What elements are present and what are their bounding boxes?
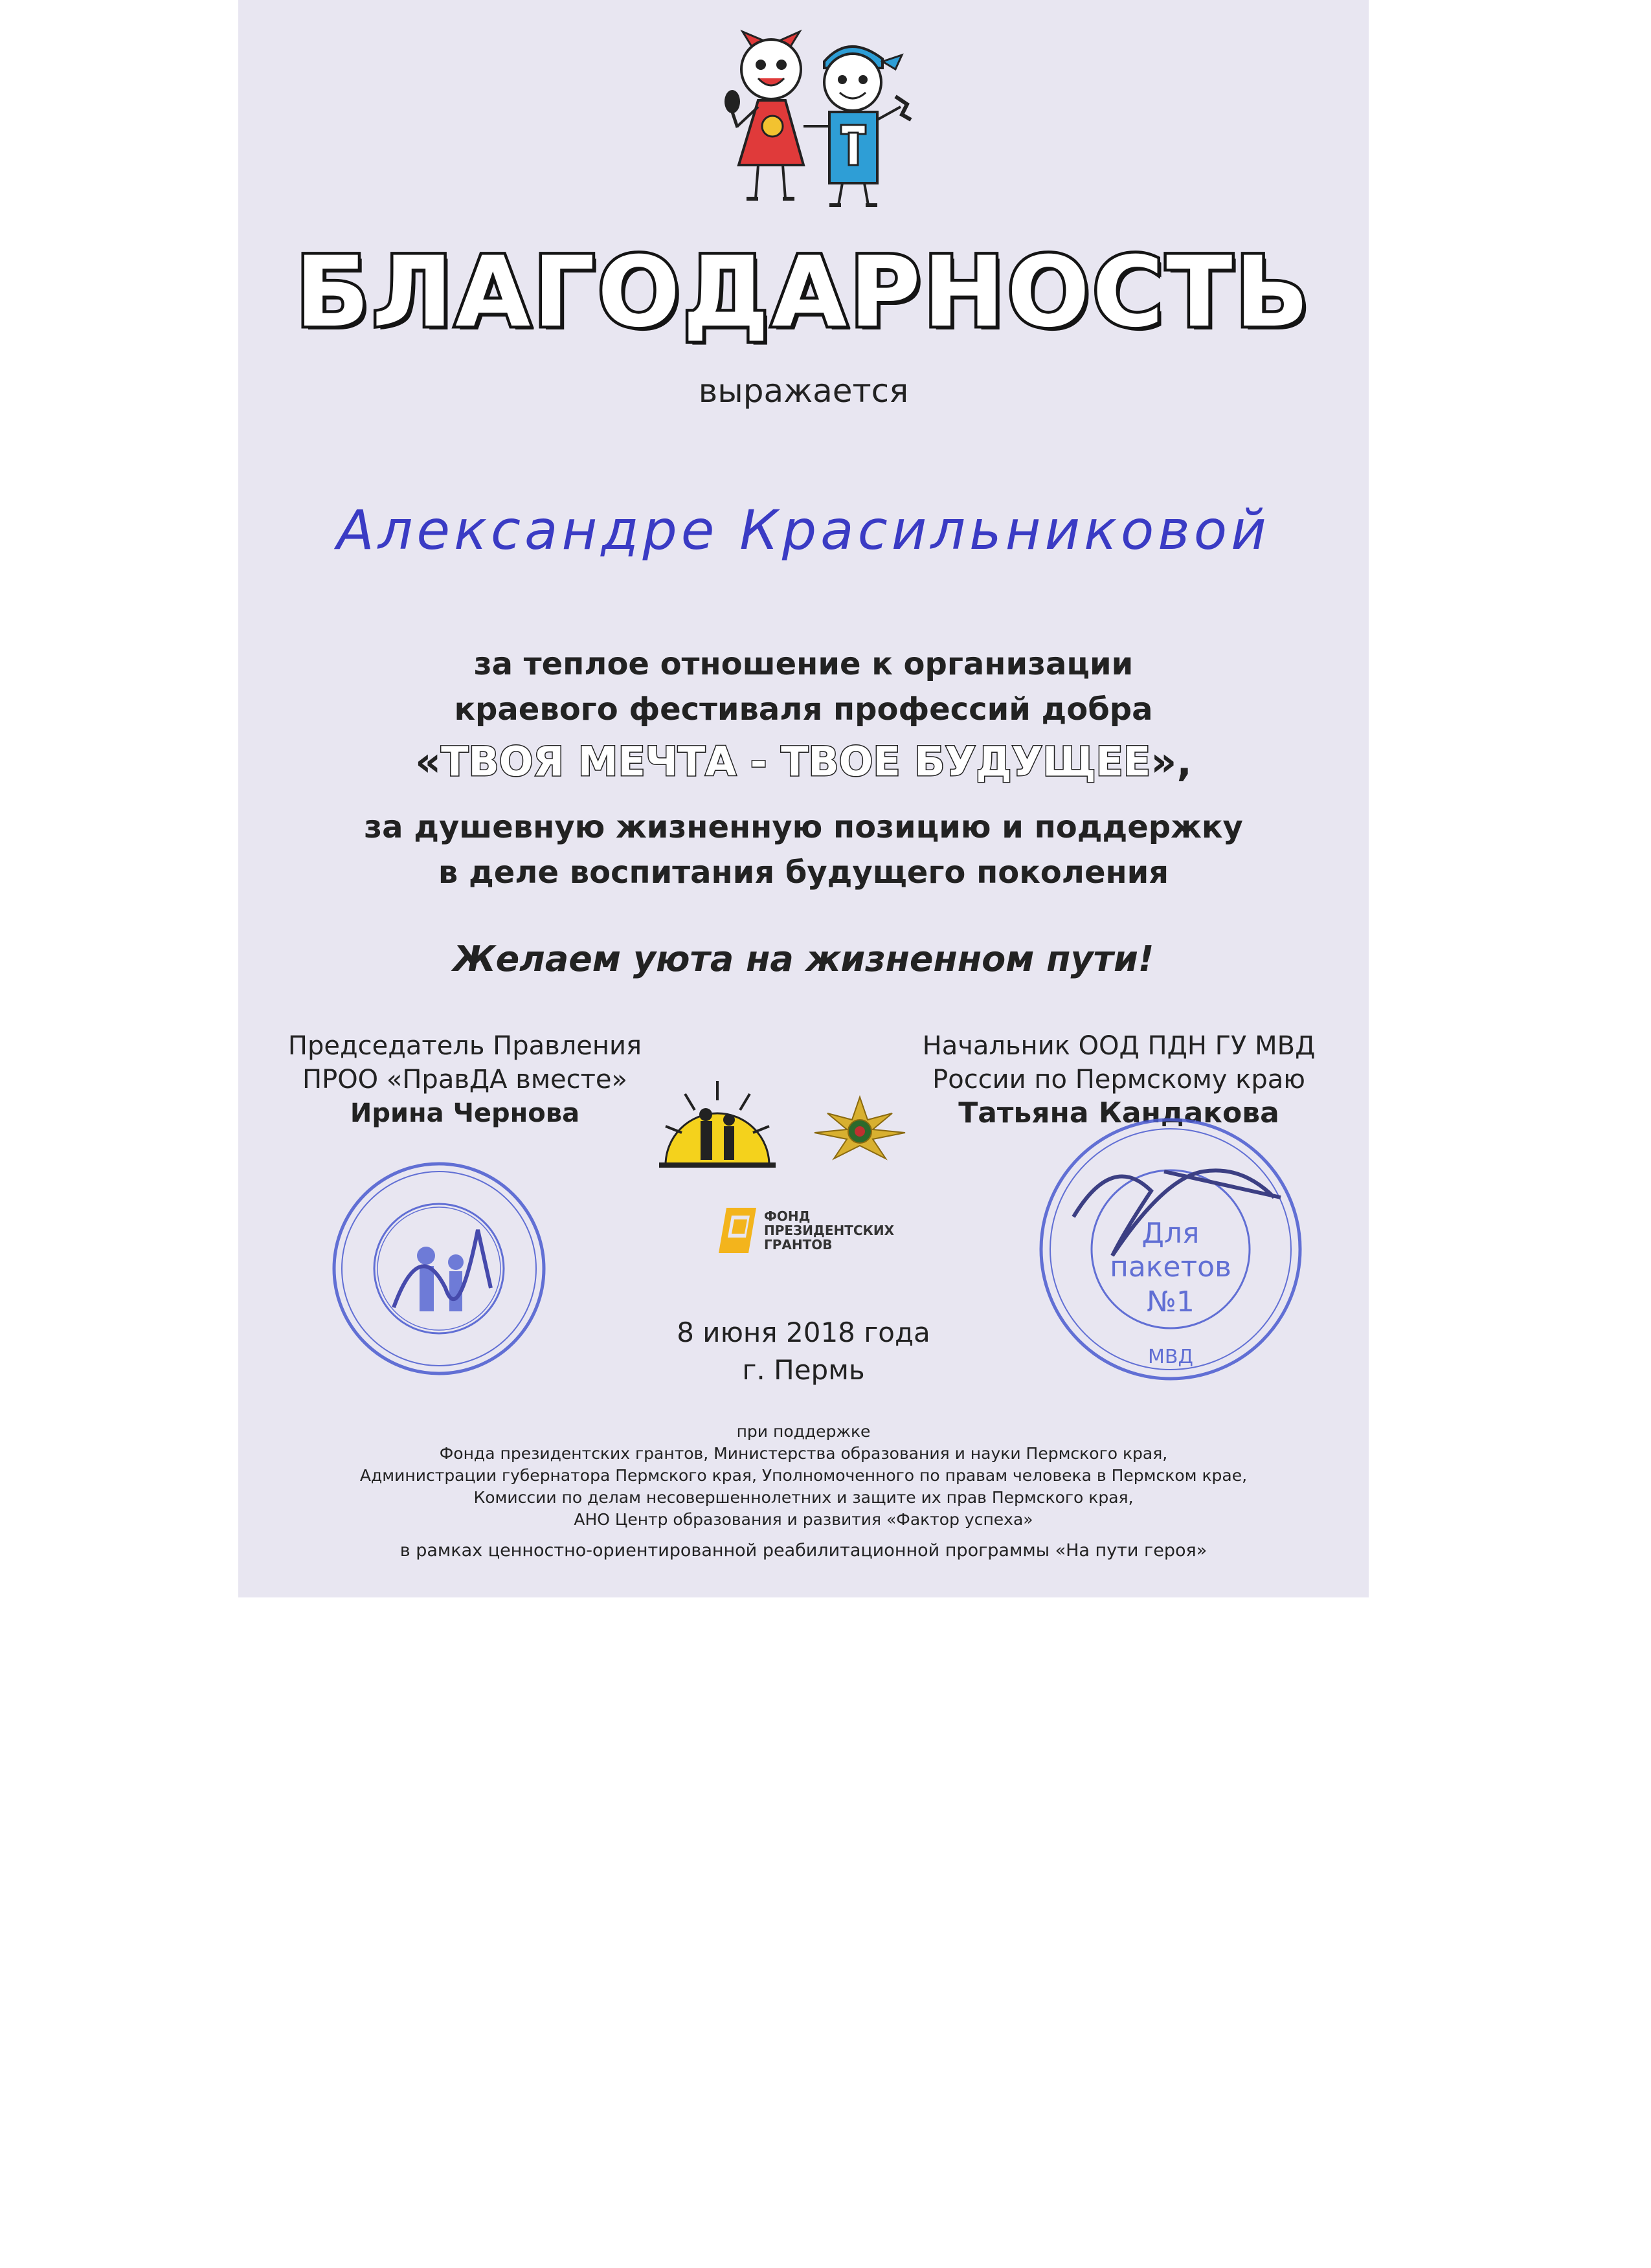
kids-illustration [713, 29, 920, 217]
girl-figure [724, 32, 803, 199]
right-name: Татьяна Кандакова [958, 1096, 1279, 1129]
reason-line-3: за душевную жизненную позицию и поддержку [364, 809, 1243, 845]
right-round-stamp [1035, 1113, 1307, 1385]
certificate-title: БЛАГОДАРНОСТЬ [295, 236, 1312, 349]
support-program: в рамках ценностно-ориентированной реабилитационной программы «На пути героя» [399, 1540, 1207, 1561]
fund-line-2: ПРЕЗИДЕНТСКИХ [764, 1223, 895, 1238]
mvd-emblem-icon [808, 1094, 912, 1165]
stamp-bottom-text: МВД [1148, 1346, 1193, 1368]
left-name: Ирина Чернова [350, 1098, 580, 1128]
support-line-3: Комиссии по делам несовершеннолетних и защите их прав Пермского края, [473, 1488, 1134, 1507]
date-place [609, 1314, 998, 1389]
festival-name: ТВОЯ МЕЧТА - ТВОЕ БУДУЩЕЕ [441, 738, 1151, 785]
left-signatory [264, 1029, 666, 1130]
festival-line [238, 738, 1369, 785]
support-line-4: АНО Центр образования и развития «Фактор успеха» [574, 1510, 1033, 1529]
wish-text: Желаем уюта на жизненном пути! [453, 939, 1154, 979]
boy-figure [824, 47, 911, 205]
stamp-line-3: №1 [1147, 1285, 1195, 1318]
recipient-name: Александре Красильниковой [337, 498, 1270, 562]
reason-line-4: в деле воспитания будущего поколения [438, 854, 1169, 891]
right-position-line2: России по Пермскому краю [932, 1065, 1305, 1095]
left-position-line1: Председатель Правления [287, 1031, 642, 1061]
date-text: 8 июня 2018 года [677, 1317, 930, 1348]
pravda-vmeste-logo [659, 1074, 776, 1172]
certificate-sheet [238, 0, 1369, 1597]
support-line-2: Администрации губернатора Пермского края, Уполномоченного по правам человека в Пермском крае, [359, 1466, 1248, 1485]
festival-quote-close: », [1151, 738, 1192, 785]
reason-line-1: за теплое отношение к организации [473, 646, 1134, 682]
fund-line-3: ГРАНТОВ [764, 1237, 833, 1252]
presidential-grants-fund-logo [717, 1204, 925, 1269]
fund-line-1: ФОНД [764, 1208, 811, 1224]
reason-line-2: краевого фестиваля профессий добра [454, 691, 1153, 728]
support-intro: при поддержке [736, 1422, 871, 1441]
stamp-line-2: пакетов [1110, 1251, 1231, 1284]
support-line-1: Фонда президентских грантов, Министерства образования и науки Пермского края, [439, 1444, 1168, 1463]
festival-quote-open: « [415, 738, 442, 785]
expressed-text: выражается [698, 372, 909, 410]
left-position-line2: ПРОО «ПравДА вместе» [302, 1065, 627, 1095]
right-position-line1: Начальник ООД ПДН ГУ МВД [922, 1031, 1316, 1061]
left-round-stamp [329, 1159, 549, 1379]
stamp-line-1: Для [1141, 1217, 1200, 1250]
city-text: г. Пермь [742, 1354, 865, 1386]
fund-logo-mark [717, 1208, 758, 1253]
